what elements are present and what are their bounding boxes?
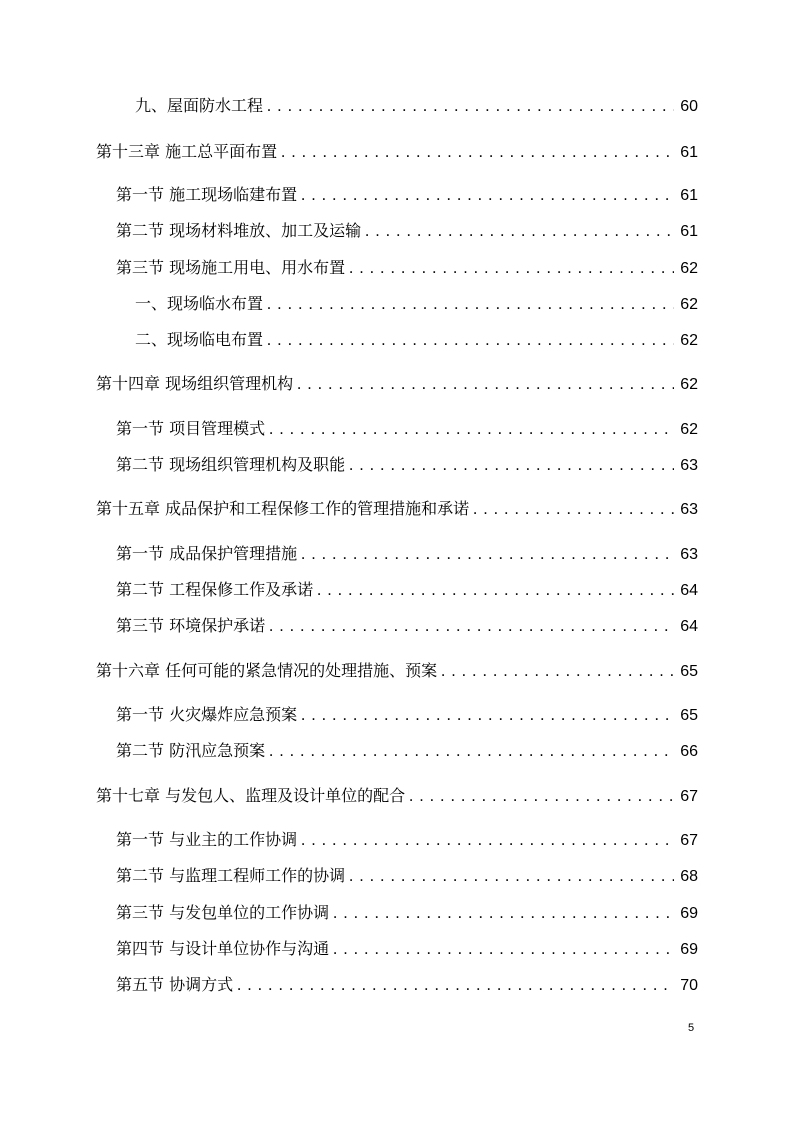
toc-entry-page: 62: [680, 376, 698, 393]
toc-entry-page: 63: [680, 501, 698, 518]
toc-dot-leader: [365, 222, 674, 242]
toc-entry-title: 第五节 协调方式: [116, 975, 234, 994]
toc-dot-leader: [281, 143, 674, 163]
toc-entry-page: 67: [680, 832, 698, 849]
toc-entry-page: 62: [680, 332, 698, 349]
toc-entry-title: 第三节 与发包单位的工作协调: [116, 903, 330, 922]
toc-dot-leader: [269, 742, 674, 762]
toc-entry[interactable]: [96, 374, 698, 395]
toc-entry-title: 第十五章 成品保护和工程保修工作的管理措施和承诺: [96, 499, 470, 518]
toc-entry-page: 62: [680, 421, 698, 438]
toc-entry-title: 第一节 成品保护管理措施: [116, 544, 298, 563]
toc-entry-title: 第一节 施工现场临建布置: [116, 185, 298, 204]
toc-entry-page: 66: [680, 743, 698, 760]
toc-entry-page: 69: [680, 905, 698, 922]
toc-entry-page: 61: [680, 187, 698, 204]
toc-entry-page: 65: [680, 663, 698, 680]
toc-dot-leader: [349, 259, 674, 279]
toc-entry-page: 67: [680, 788, 698, 805]
toc-dot-leader: [317, 581, 674, 601]
toc-entry-title: 第三节 环境保护承诺: [116, 616, 266, 635]
toc-entry[interactable]: [116, 741, 698, 762]
toc-entry-title: 第一节 与业主的工作协调: [116, 830, 298, 849]
toc-entry-title: 第二节 与监理工程师工作的协调: [116, 866, 346, 885]
toc-entry-page: 61: [680, 144, 698, 161]
toc-entry[interactable]: [116, 616, 698, 637]
toc-entry[interactable]: [96, 661, 698, 682]
toc-dot-leader: [237, 976, 674, 996]
toc-entry-title: 九、屋面防水工程: [135, 96, 264, 115]
toc-entry[interactable]: [116, 221, 698, 242]
toc-entry-page: 61: [680, 223, 698, 240]
toc-entry[interactable]: [116, 705, 698, 726]
toc-dot-leader: [269, 617, 674, 637]
toc-entry[interactable]: [135, 96, 698, 117]
toc-entry-title: 二、现场临电布置: [135, 330, 264, 349]
toc-dot-leader: [301, 831, 674, 851]
toc-entry[interactable]: [116, 258, 698, 279]
toc-dot-leader: [297, 375, 674, 395]
toc-entry[interactable]: [116, 830, 698, 851]
toc-entry-title: 第十四章 现场组织管理机构: [96, 374, 294, 393]
toc-entry[interactable]: [116, 866, 698, 887]
toc-dot-leader: [349, 456, 674, 476]
toc-dot-leader: [267, 295, 674, 315]
toc-entry[interactable]: [116, 903, 698, 924]
toc-entry-page: 60: [680, 98, 698, 115]
toc-entry[interactable]: [116, 939, 698, 960]
toc-entry[interactable]: [116, 419, 698, 440]
toc-entry[interactable]: [135, 294, 698, 315]
toc-dot-leader: [301, 706, 674, 726]
toc-dot-leader: [333, 940, 674, 960]
toc-entry-page: 63: [680, 457, 698, 474]
toc-entry-page: 68: [680, 868, 698, 885]
toc-dot-leader: [333, 904, 674, 924]
toc-dot-leader: [349, 867, 674, 887]
toc-entry-page: 69: [680, 941, 698, 958]
toc-dot-leader: [441, 662, 674, 682]
toc-dot-leader: [267, 331, 674, 351]
toc-dot-leader: [473, 500, 674, 520]
toc-entry-page: 62: [680, 260, 698, 277]
toc-entry[interactable]: [116, 975, 698, 996]
toc-entry[interactable]: [96, 786, 698, 807]
toc-entry-title: 第四节 与设计单位协作与沟通: [116, 939, 330, 958]
toc-dot-leader: [409, 787, 674, 807]
toc-entry[interactable]: [116, 580, 698, 601]
toc-entry[interactable]: [135, 330, 698, 351]
toc-entry-title: 第十七章 与发包人、监理及设计单位的配合: [96, 786, 406, 805]
toc-entry[interactable]: [116, 185, 698, 206]
toc-entry[interactable]: [96, 142, 698, 163]
toc-entry-page: 64: [680, 582, 698, 599]
toc-entry-title: 第十六章 任何可能的紧急情况的处理措施、预案: [96, 661, 438, 680]
toc-entry-title: 第一节 火灾爆炸应急预案: [116, 705, 298, 724]
toc-entry[interactable]: [116, 544, 698, 565]
toc-entry[interactable]: [96, 499, 698, 520]
toc-entry-title: 第十三章 施工总平面布置: [96, 142, 278, 161]
toc-entry-page: 64: [680, 618, 698, 635]
toc-entry[interactable]: [116, 455, 698, 476]
toc-entry-page: 65: [680, 707, 698, 724]
toc-entry-title: 一、现场临水布置: [135, 294, 264, 313]
toc-entry-page: 62: [680, 296, 698, 313]
toc-entry-title: 第二节 现场组织管理机构及职能: [116, 455, 346, 474]
toc-entry-page: 70: [680, 977, 698, 994]
toc-dot-leader: [269, 420, 674, 440]
toc-dot-leader: [301, 545, 674, 565]
toc-dot-leader: [301, 186, 674, 206]
toc-entry-title: 第二节 现场材料堆放、加工及运输: [116, 221, 362, 240]
page-number: 5: [688, 1022, 695, 1034]
toc-entry-page: 63: [680, 546, 698, 563]
toc-entry-title: 第二节 工程保修工作及承诺: [116, 580, 314, 599]
toc-entry-title: 第一节 项目管理模式: [116, 419, 266, 438]
toc-entry-title: 第二节 防汛应急预案: [116, 741, 266, 760]
toc-dot-leader: [267, 97, 674, 117]
toc-entry-title: 第三节 现场施工用电、用水布置: [116, 258, 346, 277]
